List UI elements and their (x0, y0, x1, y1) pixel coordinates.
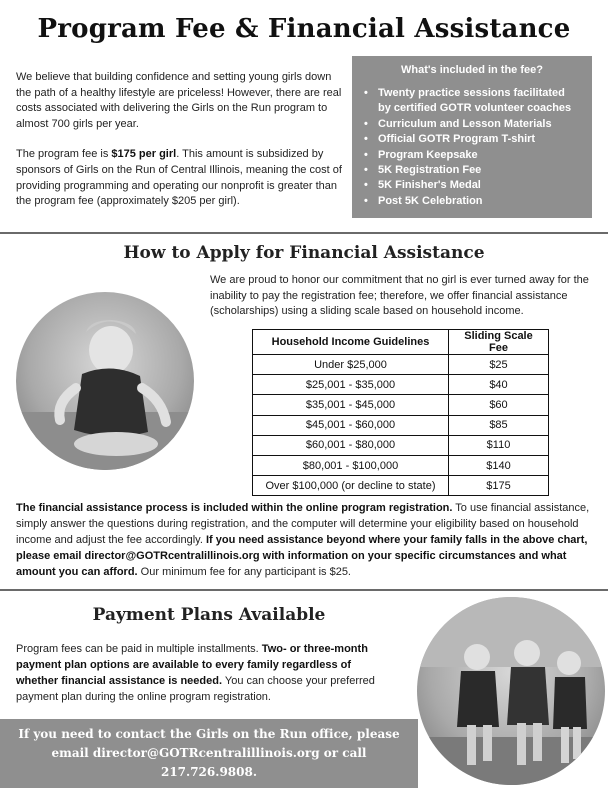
income-cell: $45,001 - $60,000 (253, 415, 449, 435)
intro-paragraph-1: We believe that building confidence and setting young girls down the path of a healthy lifestyle are priceless! However, there are real costs associated with delivering the Girls on the Run program to almost 700 girls per year. (16, 71, 342, 130)
contact-banner (0, 719, 418, 788)
contact-line-3: 217.726.9808. (160, 765, 258, 779)
table-row (253, 455, 549, 475)
apply-heading: How to Apply for Financial Assistance (123, 243, 485, 263)
list-item: • Curriculum and Lesson Materials (364, 117, 580, 132)
page-title: Program Fee & Financial Assistance (37, 14, 571, 44)
fee-includes-heading: What's included in the fee? (401, 64, 543, 76)
girl-runner-photo (16, 292, 194, 470)
apply-description: We are proud to honor our commitment that no girl is ever turned away for the inability to pay the registration fee; therefore, we offer financial assistance (scholarships) using a sliding scale based on household income. (210, 274, 589, 318)
section-divider (0, 232, 608, 234)
table-row (253, 375, 549, 395)
intro-paragraph-2: The program fee is $175 per girl. This amount is subsidized by sponsors of Girls on the Run of Central Illinois, meaning the cost of providing programming and operating our nonprofit is greater than the program fee (approximately $205 per girl). (16, 148, 342, 208)
fee-includes-list (364, 86, 580, 209)
fee-cell: $85 (449, 415, 549, 435)
program-fee-amount: $175 per girl (111, 148, 177, 161)
fee-cell: $175 (449, 476, 549, 496)
list-item: • Twenty practice sessions facilitated by certified GOTR volunteer coaches (364, 86, 580, 117)
payment-heading: Payment Plans Available (92, 605, 326, 625)
fee-includes-box (352, 56, 592, 218)
list-item: • Official GOTR Program T-shirt (364, 132, 580, 147)
contact-line-1: If you need to contact the Girls on the Run office, please (18, 727, 400, 741)
race-runners-photo (417, 597, 605, 785)
sliding-scale-table (252, 329, 549, 496)
table-row (253, 395, 549, 415)
table-row (253, 355, 549, 375)
table-row (253, 415, 549, 435)
income-cell: Under $25,000 (253, 355, 449, 375)
payment-description: Program fees can be paid in multiple installments. Two- or three-month payment plan options are available to every family regardless of whether financial assistance is needed. You can choose your preferred payment plan during the online program registration. (16, 643, 375, 703)
fee-cell: $110 (449, 435, 549, 455)
contact-line-2: email director@GOTRcentralillinois.org or call (51, 746, 367, 760)
income-cell: $60,001 - $80,000 (253, 435, 449, 455)
income-cell: Over $100,000 (or decline to state) (253, 476, 449, 496)
list-item: • 5K Finisher's Medal (364, 178, 580, 193)
table-row (253, 435, 549, 455)
list-item: • 5K Registration Fee (364, 163, 580, 178)
table-row (253, 476, 549, 496)
fee-cell: $40 (449, 375, 549, 395)
income-cell: $25,001 - $35,000 (253, 375, 449, 395)
income-cell: $35,001 - $45,000 (253, 395, 449, 415)
table-header-row (253, 330, 549, 355)
list-item: • Post 5K Celebration (364, 194, 580, 209)
fee-column-header: Sliding Scale Fee (449, 330, 549, 355)
list-item: • Program Keepsake (364, 148, 580, 163)
intro-text (16, 70, 346, 210)
fee-cell: $25 (449, 355, 549, 375)
runners-illustration (417, 597, 605, 785)
income-column-header: Household Income Guidelines (253, 330, 449, 355)
girl-runner-illustration (16, 292, 194, 470)
section-divider (0, 589, 608, 591)
income-cell: $80,001 - $100,000 (253, 455, 449, 475)
assistance-process-text: The financial assistance process is included within the online program registration. To use financial assistance, simply answer the questions during registration, and the computer will determine your eligibility based on household income and adjust the fee accordingly. If you need assistance beyond where your family falls in the above chart, please email director@GOTRcentralillinois.org with information on your specific circumstances and what amount you can afford. Our minimum fee for any participant is $25. (16, 502, 590, 578)
fee-cell: $140 (449, 455, 549, 475)
fee-cell: $60 (449, 395, 549, 415)
